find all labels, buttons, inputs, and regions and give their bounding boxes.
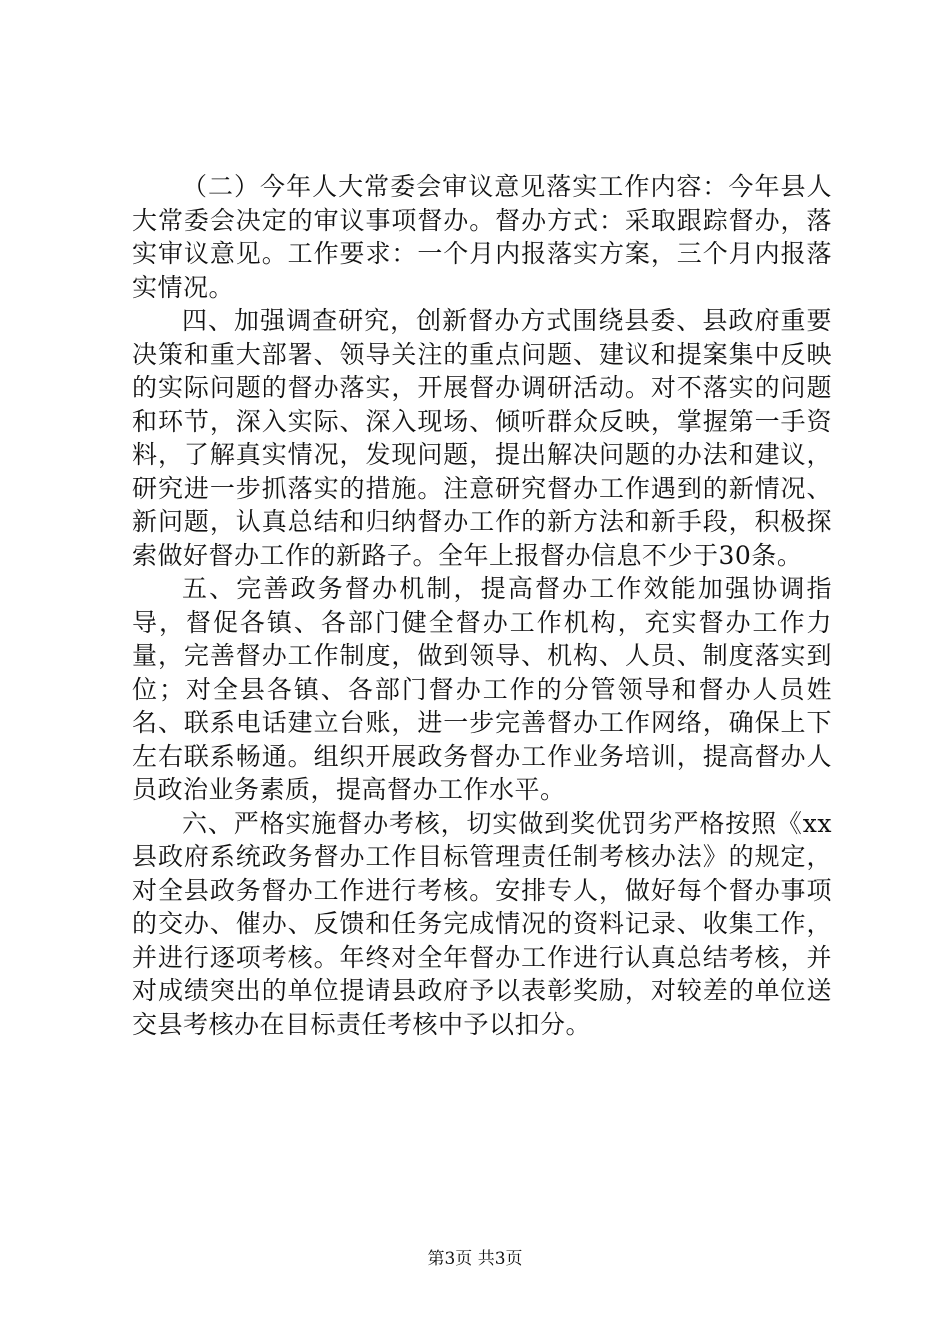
paragraph-mechanism: 五、完善政务督办机制，提高督办工作效能加强协调指导，督促各镇、各部门健全督办工作机构，充实督办工作力量，完善督办工作制度，做到领导、机构、人员、制度落实到位；对全县各镇、各部门督办工作的分管领导和督办人员姓名、联系电话建立台账，进一步完善督办工作网络，确保上下左右联系畅通。组织开展政务督办工作业务培训，提高督办人员政治业务素质，提高督办工作水平。 (132, 574, 832, 804)
paragraph-research: 四、加强调查研究，创新督办方式围绕县委、县政府重要决策和重大部署、领导关注的重点问题、建议和提案集中反映的实际问题的督办落实，开展督办调研活动。对不落实的问题和环节，深入实际、深入现场、倾听群众反映，掌握第一手资料，了解真实情况，发现问题，提出解决问题的办法和建议，研究进一步抓落实的措施。注意研究督办工作遇到的新情况、新问题，认真总结和归纳督办工作的新方法和新手段，积极探索做好督办工作的新路子。全年上报督办信息不少于30条。 (132, 306, 832, 570)
page-number-footer: 第3页 共3页 (427, 1249, 523, 1269)
document-body (132, 170, 832, 1041)
paragraph-npc-review: （二）今年人大常委会审议意见落实工作内容：今年县人大常委会决定的审议事项督办。督办方式：采取跟踪督办，落实审议意见。工作要求：一个月内报落实方案，三个月内报落实情况。 (132, 172, 832, 302)
paragraph-assessment: 六、严格实施督办考核，切实做到奖优罚劣严格按照《xx县政府系统政务督办工作目标管理责任制考核办法》的规定，对全县政务督办工作进行考核。安排专人，做好每个督办事项的交办、催办、反馈和任务完成情况的资料记录、收集工作，并进行逐项考核。年终对全年督办工作进行认真总结考核，并对成绩突出的单位提请县政府予以表彰奖励，对较差的单位送交县考核办在目标责任考核中予以扣分。 (132, 808, 832, 1039)
